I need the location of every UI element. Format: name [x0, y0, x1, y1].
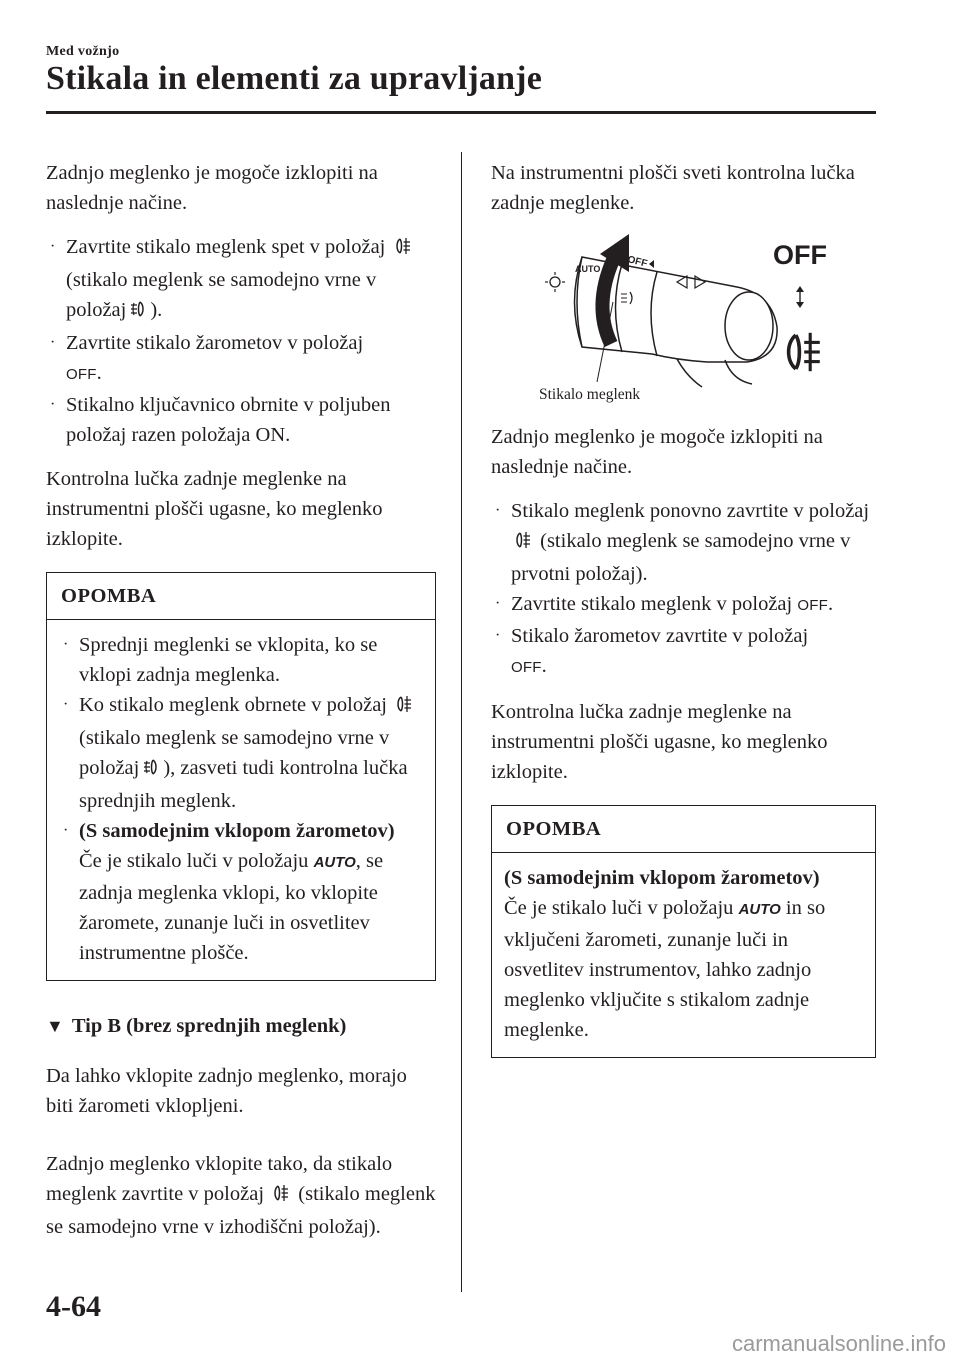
- page-number: 4-64: [46, 1290, 101, 1323]
- list-item: · Zavrtite stikalo žarometov v položaj OFF.: [46, 328, 436, 390]
- fog-switch-illustration: [527, 232, 797, 392]
- list-item: · Stikalo meglenk ponovno zavrtite v položaj (stikalo meglenk se samodejno vrne v prvotni položaj).: [491, 496, 876, 589]
- left-intro-paragraph: Zadnjo meglenko je mogoče izklopiti na naslednje načine.: [46, 162, 378, 214]
- bullet-dot: ·: [63, 696, 69, 713]
- fog-switch-figure: [491, 232, 876, 414]
- section-label: Med vožnjo: [46, 44, 120, 59]
- rear-fog-lamp-icon: [271, 1182, 291, 1212]
- rear-fog-lamp-icon: [393, 235, 413, 265]
- list-item: · Stikalno ključavnico obrnite v poljuben položaj razen položaja ON.: [46, 390, 436, 450]
- right-column: [491, 158, 876, 1080]
- bullet-dot: ·: [495, 502, 501, 519]
- note-heading: OPOMBA: [47, 573, 435, 620]
- rear-fog-lamp-icon: [513, 529, 533, 559]
- bullet-dot: ·: [50, 238, 56, 255]
- triangle-marker-icon: ▼: [46, 1016, 64, 1036]
- left-requirement-paragraph: Da lahko vklopite zadnjo meglenko, morajo biti žarometi vklopljeni.: [46, 1065, 407, 1117]
- right-indicator-paragraph: Na instrumentni plošči sveti kontrolna lučka zadnje meglenke.: [491, 162, 855, 214]
- right-indicator-off-paragraph: Kontrolna lučka zadnje meglenke na instrumentni plošči ugasne, ko meglenko izklopite.: [491, 701, 828, 783]
- right-off-methods-list: [491, 496, 876, 683]
- list-item: · Zavrtite stikalo meglenk spet v položaj (stikalo meglenk se samodejno vrne v položaj ).: [46, 232, 436, 328]
- svg-text:OFF: OFF: [626, 254, 649, 270]
- bullet-dot: ·: [50, 396, 56, 413]
- rear-fog-lamp-icon: [779, 328, 827, 376]
- up-down-arrow-icon: [794, 286, 806, 308]
- front-fog-lamp-icon: [128, 298, 148, 328]
- note-condition: (S samodejnim vklopom žarometov): [79, 820, 395, 842]
- figure-caption: Stikalo meglenk: [539, 386, 641, 403]
- note-heading: OPOMBA: [492, 806, 875, 853]
- bullet-dot: ·: [63, 636, 69, 653]
- page-title: Stikala in elementi za upravljanje: [46, 60, 542, 97]
- auto-position-label: AUTO: [313, 854, 356, 871]
- right-intro-paragraph: Zadnjo meglenko je mogoče izklopiti na naslednje načine.: [491, 426, 823, 478]
- list-item: · Ko stikalo meglenk obrnete v položaj (stikalo meglenk se samodejno vrne v položaj ), zasveti tudi kontrolna lučka sprednjih meglenk.: [59, 690, 425, 816]
- note-list: [59, 630, 425, 968]
- note-box: OPOMBA (S samodejnim vklopom žarometov) Če je stikalo luči v položaju AUTO in so vključeni žarometi, zunanje luči in osvetlitev instrumentov, lahko zadnjo meglenko vključite s stikalom zadnje meglenke.: [491, 805, 876, 1058]
- bullet-dot: ·: [495, 627, 501, 644]
- off-position-label: OFF: [66, 366, 97, 383]
- subheading: ▼ Tip B (brez sprednjih meglenk): [46, 1011, 436, 1041]
- title-rule: [46, 111, 876, 114]
- off-position-label: OFF: [511, 659, 542, 676]
- note-box: [46, 572, 436, 981]
- rear-fog-lamp-icon: [394, 693, 414, 723]
- off-position-label: OFF: [773, 240, 827, 270]
- column-divider: [461, 152, 462, 1292]
- bullet-dot: ·: [63, 822, 69, 839]
- front-fog-lamp-icon: [141, 756, 161, 786]
- left-column: [46, 158, 436, 1256]
- off-position-label: OFF: [797, 597, 828, 614]
- svg-text:AUTO: AUTO: [575, 264, 601, 274]
- left-indicator-paragraph: Kontrolna lučka zadnje meglenke na instrumentni plošči ugasne, ko meglenko izklopite.: [46, 468, 383, 550]
- list-item: · Sprednji meglenki se vklopita, ko se vklopi zadnja meglenka.: [59, 630, 425, 690]
- list-item: · Stikalo žarometov zavrtite v položaj OFF.: [491, 621, 876, 683]
- list-item: · Zavrtite stikalo meglenk v položaj OFF.: [491, 589, 876, 621]
- left-off-methods-list: [46, 232, 436, 450]
- bullet-dot: ·: [495, 595, 501, 612]
- bullet-dot: ·: [50, 334, 56, 351]
- auto-position-label: AUTO: [738, 901, 781, 918]
- watermark: carmanualsonline.info: [731, 1331, 946, 1356]
- left-activation-paragraph: Zadnjo meglenko vklopite tako, da stikalo meglenk zavrtite v položaj (stikalo meglenk se samodejno vrne v izhodiščni položaj).: [46, 1153, 436, 1238]
- note-condition: (S samodejnim vklopom žarometov): [504, 867, 820, 889]
- list-item: · (S samodejnim vklopom žarometov) Če je stikalo luči v položaju AUTO, se zadnja meglenka vklopi, ko vklopite žaromete, zunanje luči in osvetlitev instrumentne plošče.: [59, 816, 425, 968]
